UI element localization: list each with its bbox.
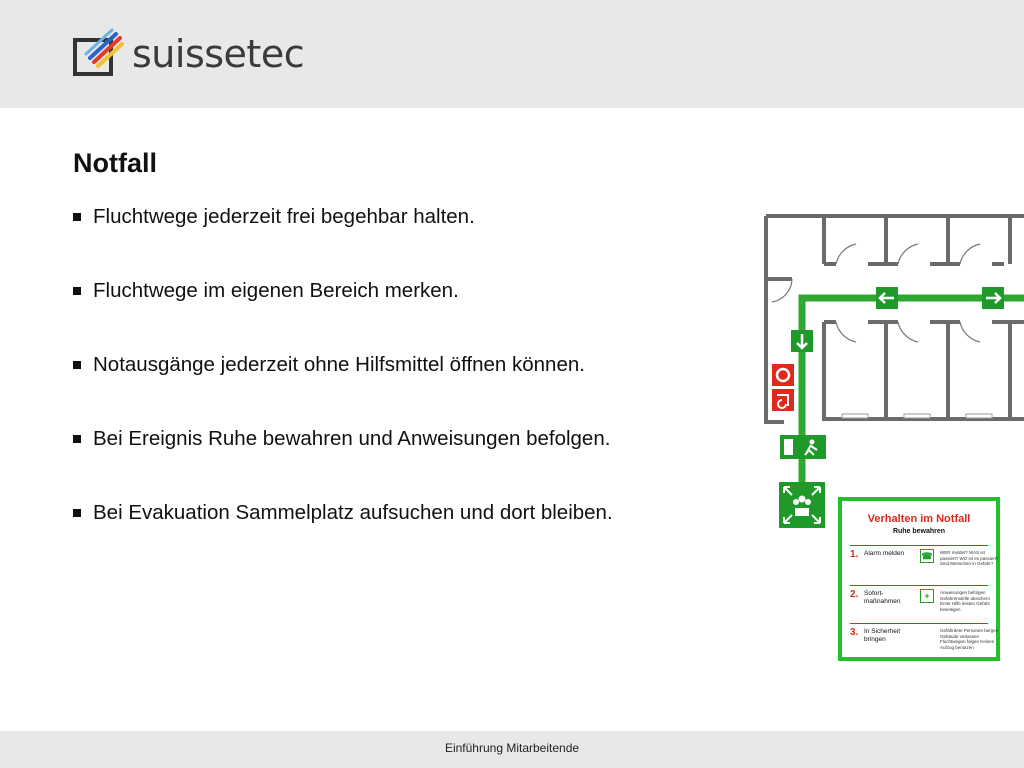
bullet-text: Bei Ereignis Ruhe bewahren und Anweisungen befolgen. [93, 426, 611, 450]
bullet-item [73, 350, 733, 379]
bullet-text: Fluchtwege jederzeit frei begehbar halten. [93, 204, 475, 228]
fire-hose-icon [772, 389, 794, 411]
sign-step-2 [850, 585, 991, 624]
bullet-square-icon [73, 213, 81, 221]
bullet-item [73, 276, 733, 305]
step-label: Alarm melden [864, 550, 905, 557]
phone-icon: ☎ [921, 551, 933, 561]
bullet-item [73, 424, 733, 453]
bullet-square-icon [73, 435, 81, 443]
first-aid-icon: + [920, 589, 934, 603]
logo-mark-icon [72, 28, 124, 80]
bullet-item [73, 498, 733, 527]
bullet-text: Bei Evakuation Sammelplatz aufsuchen und dort bleiben. [93, 500, 613, 524]
step-details: WER meldet? WAS ist passiert? WO ist es passiert? Sind Menschen in Gefahr? [940, 550, 999, 567]
logo-text: suissetec [132, 32, 305, 76]
emergency-behavior-sign [838, 497, 1000, 661]
exit-arrow-down-icon [791, 330, 813, 352]
footer-text: Einführung Mitarbeitende [444, 741, 580, 755]
exit-arrow-left-icon [876, 287, 898, 309]
sign-title: Verhalten im Notfall [867, 513, 971, 525]
step-details: Gefährdete Personen bergen Gebäude verlassen Fluchtwegen folgen Keinen Aufzug benutzen [940, 628, 999, 650]
fire-alarm-icon [772, 364, 794, 386]
step-number: 1. [850, 549, 859, 560]
bullet-list [73, 202, 733, 572]
sign-step-1 [850, 545, 999, 584]
slide-title: Notfall [73, 148, 157, 178]
room-windows [842, 414, 992, 418]
assembly-point-icon [779, 482, 825, 528]
logo [72, 28, 304, 80]
escape-route-path [802, 298, 1024, 504]
step-label: In Sicherheit bringen [864, 628, 901, 643]
footer-bar [0, 731, 1024, 768]
exit-arrow-right-icon [982, 287, 1004, 309]
step-details: Anweisungen befolgen Gefahrenstelle absichern Erste Hilfe leisten Gefahr beseitigen [940, 590, 991, 612]
step-number: 3. [850, 627, 859, 638]
emergency-exit-icon [780, 435, 826, 459]
step-label: Sofort-maßnahmen [864, 590, 901, 605]
escape-route-plan [764, 214, 1024, 534]
bullet-square-icon [73, 509, 81, 517]
header-bar [0, 0, 1024, 108]
bullet-square-icon [73, 361, 81, 369]
sign-step-3 [850, 623, 999, 662]
bullet-item [73, 202, 733, 231]
bullet-text: Fluchtwege im eigenen Bereich merken. [93, 278, 459, 302]
bullet-text: Notausgänge jederzeit ohne Hilfsmittel öffnen können. [93, 352, 585, 376]
sign-subtitle: Ruhe bewahren [892, 528, 946, 535]
step-number: 2. [850, 589, 859, 600]
bullet-square-icon [73, 287, 81, 295]
